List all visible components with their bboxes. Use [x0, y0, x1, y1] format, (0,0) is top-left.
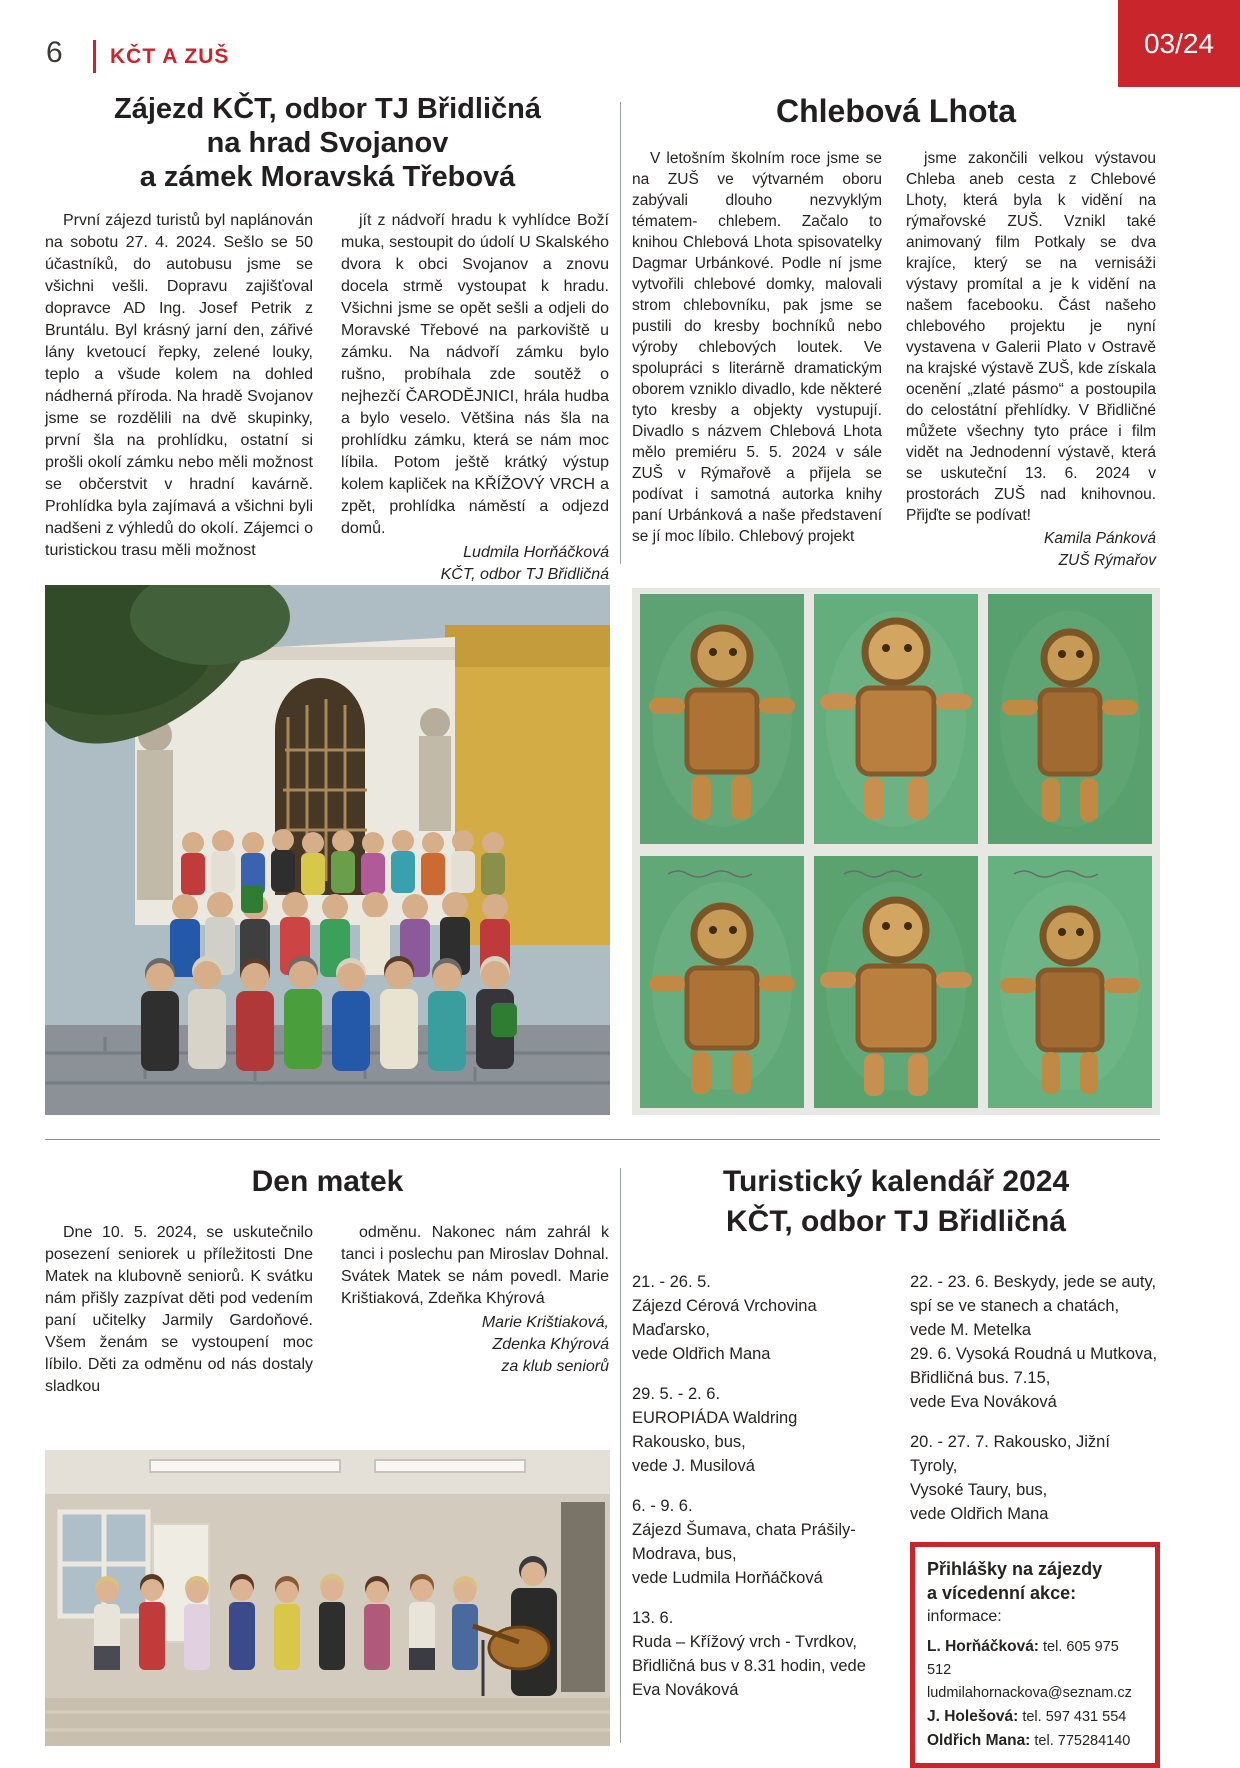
signature — [341, 542, 609, 586]
signature-line: Marie Krištiaková, — [481, 1314, 609, 1331]
event-line: vede Oldřich Mana — [632, 1345, 771, 1363]
contact-line — [927, 1635, 1143, 1682]
article-column — [341, 210, 609, 586]
article-column — [341, 1222, 609, 1398]
signature — [906, 528, 1156, 572]
photo-tourists-castle — [45, 585, 610, 1115]
body-text: odměnu. Nakonec nám zahrál k tanci i poslechu pan Miroslav Dohnal. Svátek Matek se nám povedl. Marie Krištiaková, Zdeňka Khýrová — [341, 1224, 609, 1307]
event-line: vede Ludmila Horňáčková — [632, 1569, 823, 1587]
event-line: Zájezd Cérová Vrchovina — [632, 1297, 817, 1315]
contact-name: L. Horňáčková: — [927, 1638, 1039, 1655]
event-line: 13. 6. — [632, 1609, 674, 1627]
contact-line — [927, 1729, 1143, 1753]
event-line: Maďarsko, — [632, 1321, 710, 1339]
contact-phone: tel. 605 975 512 — [927, 1639, 1119, 1678]
contact-box-heading: Přihlášky na zájezdy — [927, 1559, 1103, 1579]
event-line: vede M. Metelka — [910, 1321, 1032, 1339]
event-line: 29. 6. Vysoká Roudná u Mutkova, — [910, 1345, 1158, 1363]
section-divider-rule — [45, 1139, 1160, 1140]
contact-email: ludmilahornackova@seznam.cz — [927, 1685, 1132, 1701]
article-den-matek-title: Den matek — [251, 1165, 404, 1198]
signature-line: za klub seniorů — [501, 1358, 609, 1375]
event-line: 6. - 9. 6. — [632, 1497, 693, 1515]
calendar-event — [632, 1494, 882, 1590]
title-line: Zájezd KČT, odbor TJ Břidličná — [114, 93, 541, 125]
event-line: EUROPIÁDA Waldring — [632, 1409, 798, 1427]
article-column — [45, 210, 313, 586]
event-line: 21. - 26. 5. — [632, 1273, 711, 1291]
event-line: Eva Nováková — [632, 1681, 739, 1699]
calendar-event — [910, 1430, 1160, 1526]
body-text: V letošním školním roce jsme se na ZUŠ ve výtvarném oboru zabývali dlouho nezvyklým tématem- chlebem. Začalo to knihou Chlebová Lhota spisovatelky Dagmar Urbánkové. Podle ní jsme vytvořili chlebové domky, malovali strom chlebovníku, pak jsme se pustili do kresby bochníků nebo výroby chlebových loutek. Ve spolupráci s literárně dramatickým oborem vzniklo divadlo, kde některé tyto kresby a objekty vystupují. Divadlo s názvem Chlebová Lhota mělo premiéru 5. 5. 2024 v sále ZUŠ v Rýmařově a přijela se podívat i samotná autorka knihy paní Urbánková a naše představení se jí moc líbilo. Chlebový projekt — [632, 150, 882, 545]
event-line: spí se ve stanech a chatách, — [910, 1297, 1120, 1315]
article-svojanov — [45, 92, 610, 586]
article-svojanov-title — [45, 92, 610, 194]
page-number: 6 — [46, 36, 63, 69]
signature-line: Kamila Pánková — [1043, 530, 1156, 547]
signature-line: Zdenka Khýrová — [492, 1336, 609, 1353]
body-text: Dne 10. 5. 2024, se uskutečnilo posezení seniorek u příležitosti Dne Matek na klubovně seniorů. K svátku nám přišly zazpívat děti pod vedením paní učitelky Jarmily Gardoňové. Všem ženám se vystoupení moc líbilo. Děti za odměnu od nás dostaly sladkou — [45, 1224, 313, 1395]
contact-phone: tel. 597 431 554 — [1018, 1709, 1127, 1725]
article-column — [632, 148, 882, 572]
calendar-column — [910, 1270, 1160, 1768]
contact-name: J. Holešová: — [927, 1708, 1019, 1725]
signature-line: ZUŠ Rýmařov — [1058, 552, 1156, 569]
body-text: První zájezd turistů byl naplánován na sobotu 27. 4. 2024. Sešlo se 50 účastníků, do autobusu jsme se všichni vešli. Dopravu zajišťoval dopravce AD Ing. Josef Petrik z Bruntálu. Byl krásný jarní den, zářivé lány kvetoucí řepky, zelené louky, teplo a všude kolem na dohled nádherná příroda. Na hradě Svojanov jsme se rozdělili na dvě skupinky, první šla na prohlídku, ostatní si prošli okolí zámku nebo měli možnost se občerstvit v hradní kavárně. Prohlídka byla zajímavá a všichni byli nadšeni z výhledů do okolí. Zájemci o turistickou trasu měli možnost — [45, 212, 313, 559]
header-divider — [93, 40, 96, 73]
article-chlebova-title: Chlebová Lhota — [775, 93, 1016, 129]
section-title: KČT A ZUŠ — [110, 45, 230, 68]
calendar-event — [632, 1606, 882, 1702]
body-text: jít z nádvoří hradu k vyhlídce Boží muka, sestoupit do údolí U Skalského dvora k obci Svojanov a znovu docela strmě vystoupat k hradu. Všichni jsme se opět sešli a odjeli do Moravské Třebové na parkoviště u zámku. Na nádvoří zámku bylo rušno, probíhala zde soutěž o nejhezčí ČARODĚJNICI, hrála hudba a bylo veselo. Většina nás šla na prohlídku zámku, která se nám moc líbila. Potom ještě krátký výstup kolem kapliček na KŘÍŽOVÝ VRCH a zpět, prohlídka náměstí a odjezd domů. — [341, 212, 609, 537]
calendar-event — [632, 1270, 882, 1366]
bread-art-illustration — [632, 588, 1160, 1115]
event-line: Modrava, bus, — [632, 1545, 737, 1563]
event-line: Ruda – Křížový vrch - Tvrdkov, — [632, 1633, 857, 1651]
article-den-matek — [45, 1164, 610, 1398]
title-line: na hrad Svojanov — [206, 127, 449, 159]
article-chlebova-lhota — [632, 92, 1160, 572]
title-line: Turistický kalendář 2024 — [722, 1165, 1070, 1198]
event-line: 22. - 23. 6. Beskydy, jede se auty, — [910, 1273, 1157, 1291]
event-line: Břidličná bus v 8.31 hodin, vede — [632, 1657, 866, 1675]
event-line: Zájezd Šumava, chata Prášily- — [632, 1521, 856, 1539]
calendar-title — [632, 1162, 1160, 1242]
calendar-column — [632, 1270, 882, 1768]
contact-box-info-label: informace: — [927, 1608, 1002, 1625]
calendar-event — [632, 1382, 882, 1478]
title-line: a zámek Moravská Třebová — [139, 161, 516, 193]
photo-mothers-day — [45, 1450, 610, 1746]
photo-bread-figures — [632, 588, 1160, 1115]
mothers-day-illustration — [45, 1450, 610, 1746]
contact-line — [927, 1705, 1143, 1729]
column-divider — [620, 1168, 621, 1743]
signature-line: KČT, odbor TJ Břidličná — [440, 566, 609, 583]
event-line: Vysoké Taury, bus, — [910, 1481, 1048, 1499]
event-line: vede Eva Nováková — [910, 1393, 1057, 1411]
contact-box-heading: a vícedenní akce: — [927, 1583, 1077, 1603]
article-column — [906, 148, 1156, 572]
event-line: vede J. Musilová — [632, 1457, 755, 1475]
tourists-photo-illustration — [45, 585, 610, 1115]
event-line: vede Oldřich Mana — [910, 1505, 1049, 1523]
contact-name: Oldřich Mana: — [927, 1732, 1031, 1749]
event-line: Rakousko, bus, — [632, 1433, 746, 1451]
contact-box — [910, 1542, 1160, 1768]
article-column — [45, 1222, 313, 1398]
signature-line: Ludmila Horňáčková — [463, 544, 609, 561]
event-line: 20. - 27. 7. Rakousko, Jižní Tyroly, — [910, 1433, 1110, 1475]
body-text: jsme zakončili velkou výstavou Chleba aneb cesta z Chlebové Lhoty, která byla k vidění na rýmařovské ZUŠ. Vznikl také animovaný film Potkaly se dva krajíce, který se na vernisáži výstavy promítal a je k vidění na našem facebooku. Část našeho chlebového projektu je nyní vystavena v Galerii Plato v Ostravě na krajské výstavě ZUŠ, kde získala ocenění „zlaté pásmo“ a postoupila do celostátní přehlídky. V Břidličné můžete všechny tyto práce i film vidět na Jednodenní výstavě, která se uskuteční 13. 6. 2024 v prostorách ZUŠ nad knihovnou. Přijďte se podívat! — [906, 150, 1156, 524]
issue-badge: 03/24 — [1118, 0, 1240, 87]
title-line: KČT, odbor TJ Břidličná — [725, 1205, 1067, 1238]
event-line: Břidličná bus. 7.15, — [910, 1369, 1051, 1387]
column-divider — [620, 102, 621, 564]
calendar-event — [910, 1270, 1160, 1414]
event-line: 29. 5. - 2. 6. — [632, 1385, 721, 1403]
calendar-section — [632, 1162, 1160, 1768]
contact-phone: tel. 775284140 — [1030, 1733, 1131, 1749]
signature — [341, 1312, 609, 1378]
